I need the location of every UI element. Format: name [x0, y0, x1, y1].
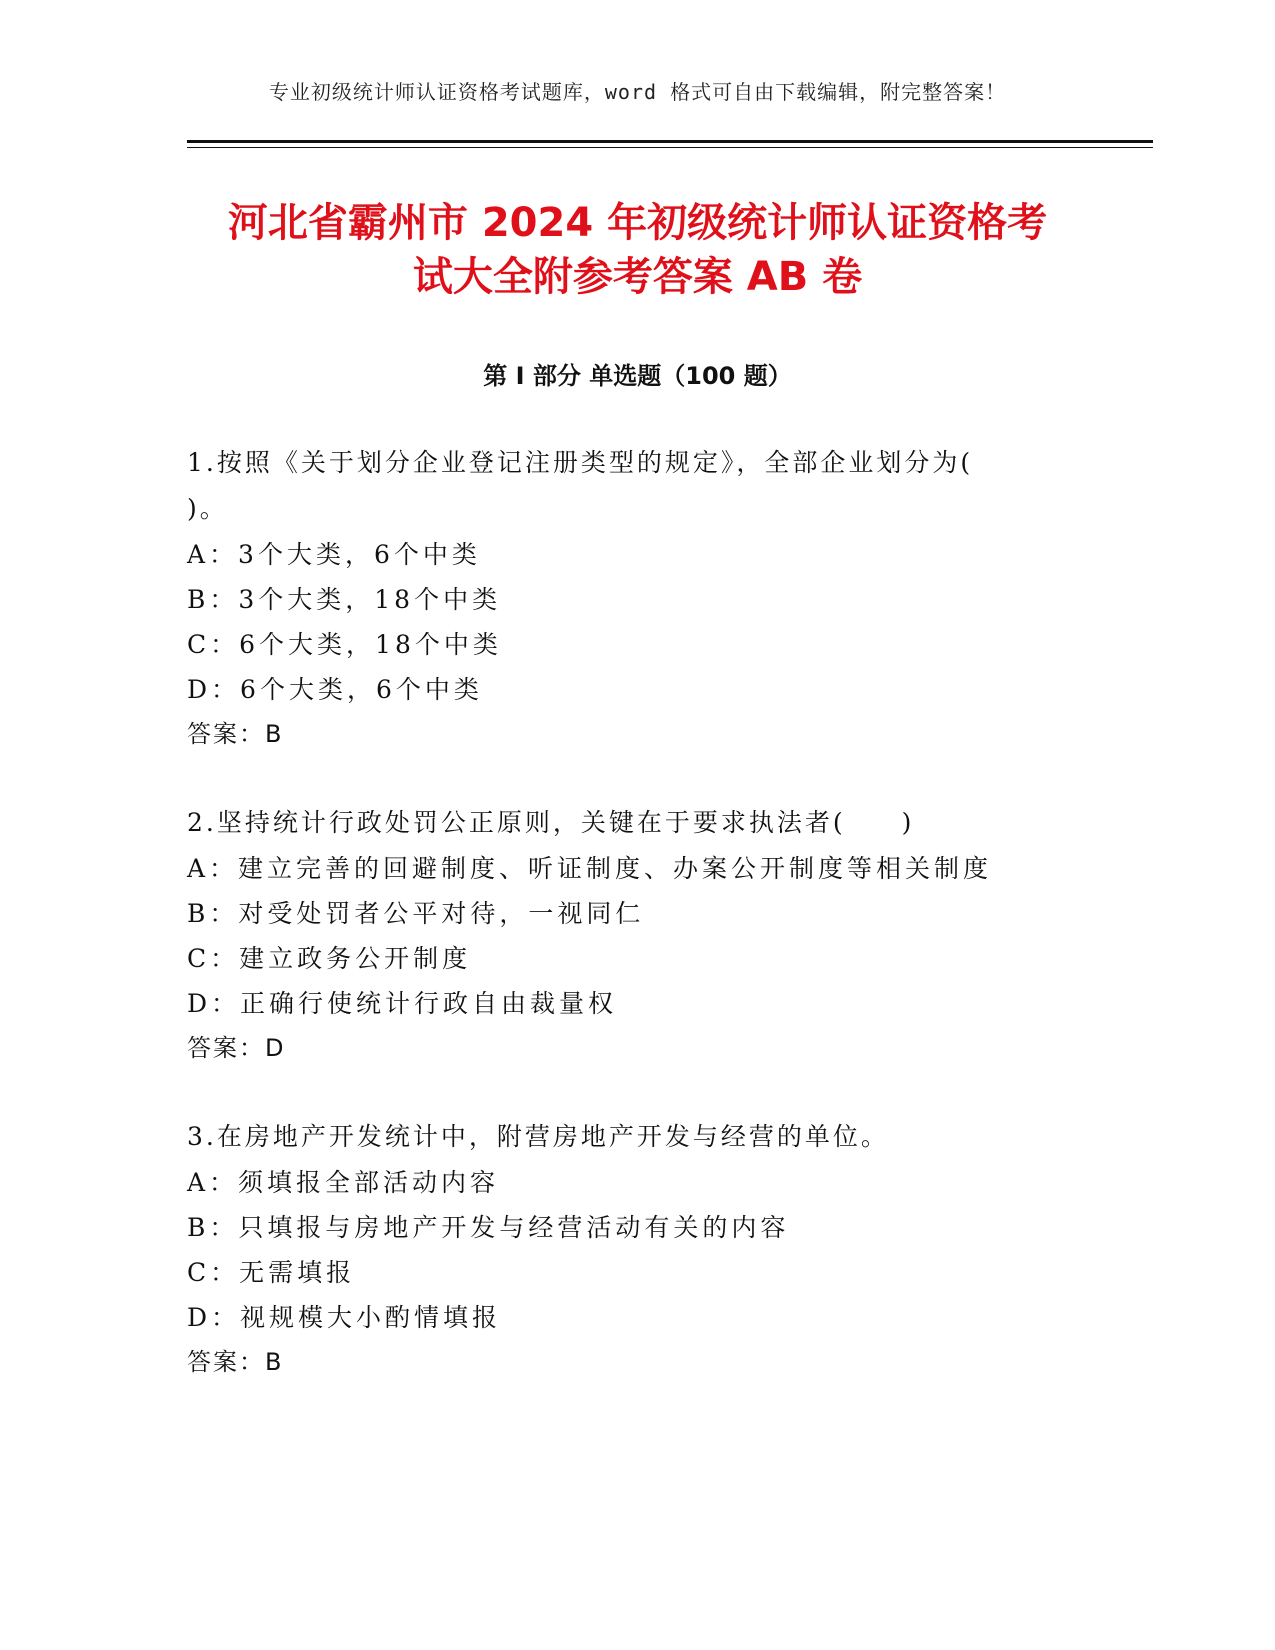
question-stem-continued: )。 [187, 494, 228, 523]
option-b: B：对受处罚者公平对待，一视同仁 [187, 899, 645, 928]
header-rule-thin [187, 147, 1153, 148]
question-1 [187, 440, 1087, 757]
title-line-2: 试大全附参考答案 AB 卷 [412, 254, 863, 300]
option-d: D：6个大类，6个中类 [187, 675, 483, 704]
header-note: 专业初级统计师认证资格考试题库，word 格式可自由下载编辑，附完整答案！ [268, 80, 1007, 104]
answer: 答案：B [187, 1348, 284, 1376]
question-3 [187, 1114, 1087, 1385]
answer: 答案：D [187, 1034, 286, 1062]
question-2 [187, 800, 1087, 1071]
question-stem: 3.在房地产开发统计中，附营房地产开发与经营的单位。 [187, 1122, 889, 1151]
option-a: A：须填报全部活动内容 [187, 1168, 500, 1197]
question-stem: 1.按照《关于划分企业登记注册类型的规定》，全部企业划分为( [187, 448, 974, 477]
option-a: A：3个大类，6个中类 [187, 540, 481, 569]
question-list [187, 440, 1087, 1428]
answer: 答案：B [187, 720, 284, 748]
option-d: D：视规模大小酌情填报 [187, 1303, 502, 1332]
header-rule-thick [187, 140, 1153, 143]
option-a: A：建立完善的回避制度、听证制度、办案公开制度等相关制度 [187, 854, 993, 883]
option-d: D：正确行使统计行政自由裁量权 [187, 989, 618, 1018]
title-line-1: 河北省霸州市 2024 年初级统计师认证资格考 [227, 200, 1048, 246]
option-b: B：3个大类，18个中类 [187, 585, 502, 614]
section-heading: 第 I 部分 单选题（100 题） [483, 362, 792, 390]
option-c: C：建立政务公开制度 [187, 944, 472, 973]
document-title [150, 196, 1125, 304]
question-stem: 2.坚持统计行政处罚公正原则，关键在于要求执法者( ) [187, 808, 915, 837]
option-c: C：无需填报 [187, 1258, 356, 1287]
option-b: B：只填报与房地产开发与经营活动有关的内容 [187, 1213, 790, 1242]
option-c: C：6个大类，18个中类 [187, 630, 502, 659]
